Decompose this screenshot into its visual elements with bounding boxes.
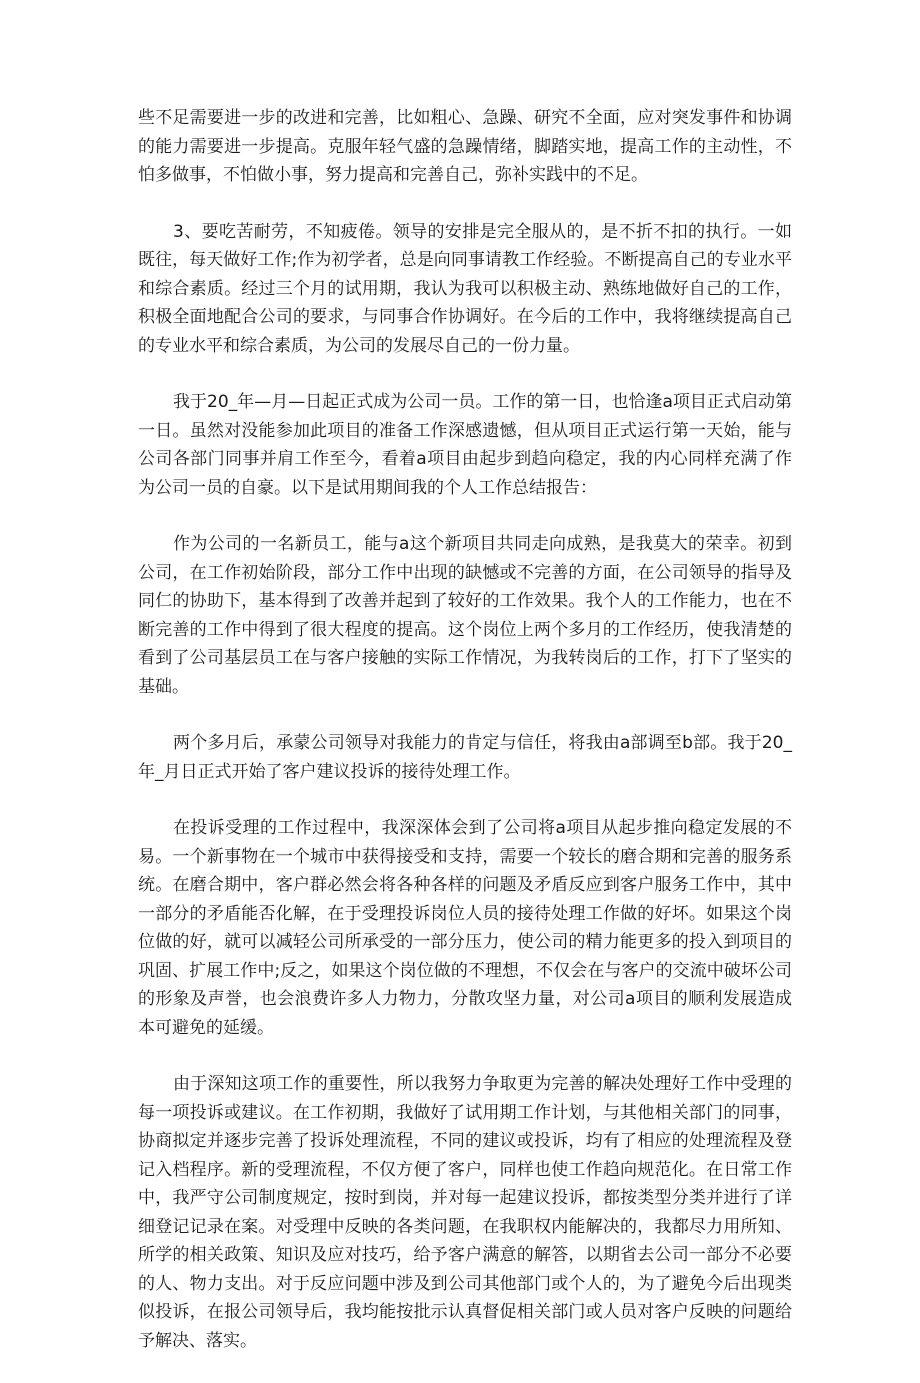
document-body (138, 104, 792, 1383)
paragraph-6: 在投诉受理的工作过程中，我深深体会到了公司将a项目从起步推向稳定发展的不易。一个新事物在一个城市中获得接受和支持，需要一个较长的磨合期和完善的服务系统。在磨合期中，客户群必然会将各种各样的问题及矛盾反应到客户服务工作中，其中一部分的矛盾能否化解，在于受理投诉岗位人员的接待处理工作做的好坏。如果这个岗位做的好，就可以减轻公司所承受的一部分压力，使公司的精力能更多的投入到项目的巩固、扩展工作中;反之，如果这个岗位做的不理想，不仅会在与客户的交流中破坏公司的形象及声誉，也会浪费许多人力物力，分散攻坚力量，对公司a项目的顺利发展造成本可避免的延缓。 (138, 818, 792, 1038)
paragraph-3: 我于20_年—月—日起正式成为公司一员。工作的第一日，也恰逢a项目正式启动第一日。虽然对没能参加此项目的准备工作深感遗憾，但从项目正式运行第一天始，能与公司各部门同事并肩工作至今，看着a项目由起步到趋向稳定，我的内心同样充满了作为公司一员的自豪。以下是试用期间我的个人工作总结报告： (138, 392, 792, 498)
paragraph-7: 由于深知这项工作的重要性，所以我努力争取更为完善的解决处理好工作中受理的每一项投诉或建议。在工作初期，我做好了试用期工作计划，与其他相关部门的同事，协商拟定并逐步完善了投诉处理流程，不同的建议或投诉，均有了相应的处理流程及登记入档程序。新的受理流程，不仅方便了客户，同样也使工作趋向规范化。在日常工作中，我严守公司制度规定，按时到岗，并对每一起建议投诉，都按类型分类并进行了详细登记记录在案。对受理中反映的各类问题，在我职权内能解决的，我都尽力用所知、所学的相关政策、知识及应对技巧，给予客户满意的解答，以期省去公司一部分不必要的人、物力支出。对于反应问题中涉及到公司其他部门或个人的，为了避免今后出现类似投诉，在报公司领导后，我均能按批示认真督促相关部门或人员对客户反映的问题给予解决、落实。 (138, 1074, 792, 1351)
paragraph-4: 作为公司的一名新员工，能与a这个新项目共同走向成熟，是我莫大的荣幸。初到公司，在工作初始阶段，部分工作中出现的缺憾或不完善的方面，在公司领导的指导及同仁的协助下，基本得到了改善并起到了较好的工作效果。我个人的工作能力，也在不断完善的工作中得到了很大程度的提高。这个岗位上两个多月的工作经历，使我清楚的看到了公司基层员工在与客户接触的实际工作情况，为我转岗后的工作，打下了坚实的基础。 (138, 534, 792, 697)
paragraph-5: 两个多月后，承蒙公司领导对我能力的肯定与信任，将我由a部调至b部。我于20_年_月日正式开始了客户建议投诉的接待处理工作。 (138, 733, 792, 782)
paragraph-2: 3、要吃苦耐劳，不知疲倦。领导的安排是完全服从的，是不折不扣的执行。一如既往，每天做好工作;作为初学者，总是向同事请教工作经验。不断提高自己的专业水平和综合素质。经过三个月的试用期，我认为我可以积极主动、熟练地做好自己的工作，积极全面地配合公司的要求，与同事合作协调好。在今后的工作中，我将继续提高自己的专业水平和综合素质，为公司的发展尽自己的一份力量。 (138, 221, 792, 356)
paragraph-1: 些不足需要进一步的改进和完善，比如粗心、急躁、研究不全面，应对突发事件和协调的能力需要进一步提高。克服年轻气盛的急躁情绪，脚踏实地，提高工作的主动性，不怕多做事，不怕做小事，努力提高和完善自己，弥补实践中的不足。 (138, 108, 792, 185)
